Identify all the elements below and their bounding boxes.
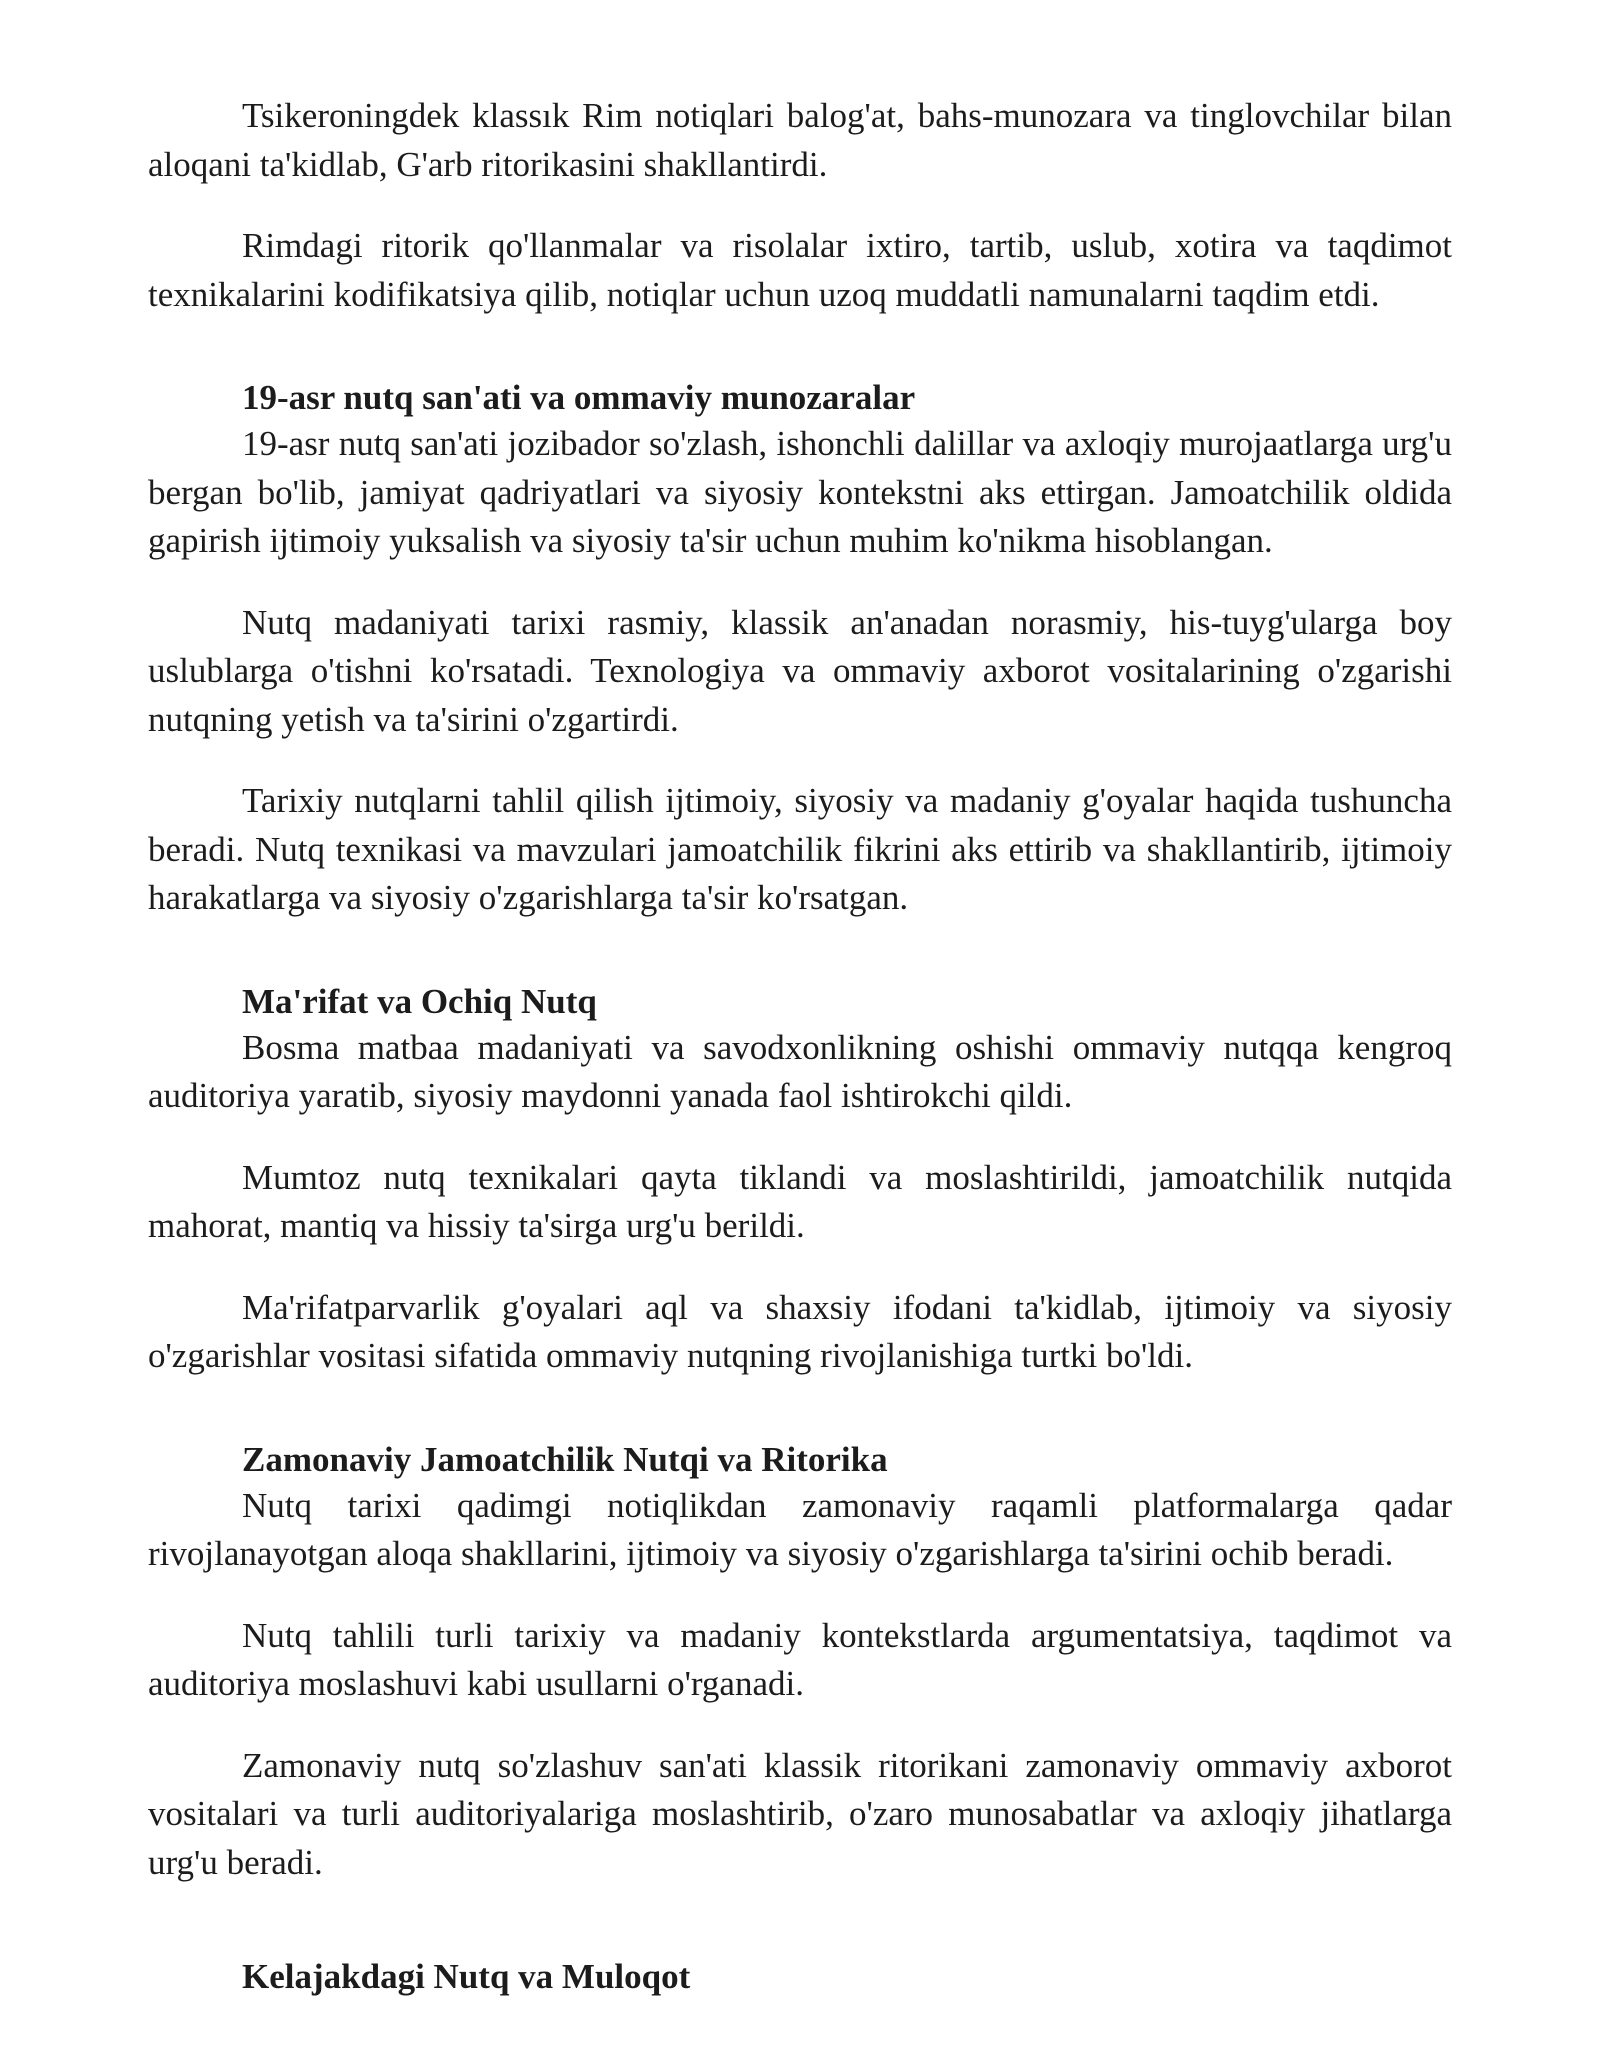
paragraph: Tarixiy nutqlarni tahlil qilish ijtimoiy, siyosiy va madaniy g'oyalar haqida tushuncha beradi. Nutq texnikasi va mavzulari jamoatchilik fikrini aks ettirib va shakllantirib, ijtimoiy harakatlarga va siyosiy o'zgarishlarga ta'sir ko'rsatgan. bbox=[148, 781, 1452, 917]
section-heading: 19-asr nutq san'ati va ommaviy munozaralar bbox=[242, 378, 916, 417]
paragraph: Zamonaviy nutq so'zlashuv san'ati klassik ritorikani zamonaviy ommaviy axborot vositalari va turli auditoriyalariga moslashtirib, o'zaro munosabatlar va axloqiy jihatlarga urg'u beradi. bbox=[148, 1745, 1452, 1882]
section-heading: Zamonaviy Jamoatchilik Nutqi va Ritorika bbox=[242, 1439, 888, 1479]
paragraph: Rimdagi ritorik qo'llanmalar va risolalar ixtiro, tartib, uslub, xotira va taqdimot texnikalarini kodifikatsiya qilib, notiqlar uchun uzoq muddatli namunalarni taqdim etdi. bbox=[148, 226, 1452, 314]
paragraph: Nutq tahlili turli tarixiy va madaniy kontekstlarda argumentatsiya, taqdimot va auditoriya moslashuvi kabi usullarni o'rganadi. bbox=[148, 1615, 1452, 1703]
paragraph: Tsikeroningdek klassık Rim notiqlari balog'at, bahs-munozara va tinglovchilar bilan aloqani ta'kidlab, G'arb ritorikasini shakllantirdi. bbox=[148, 96, 1452, 184]
paragraph: Ma'rifatparvarlik g'oyalari aql va shaxsiy ifodani ta'kidlab, ijtimoiy va siyosiy o'zgarishlar vositasi sifatida ommaviy nutqning rivojlanishiga turtki bo'ldi. bbox=[148, 1287, 1452, 1375]
section-heading: Kelajakdagi Nutq va Muloqot bbox=[242, 1957, 691, 1996]
paragraph: 19-asr nutq san'ati jozibador so'zlash, ishonchli dalillar va axloqiy murojaatlarga urg'u bergan bo'lib, jamiyat qadriyatlari va siyosiy kontekstni aks ettirgan. Jamoatchilik oldida gapirish ijtimoiy yuksalish va siyosiy ta'sir uchun muhim ko'nikma hisoblangan. bbox=[148, 424, 1452, 560]
paragraph: Mumtoz nutq texnikalari qayta tiklandi va moslashtirildi, jamoatchilik nutqida mahorat, mantiq va hissiy ta'sirga urg'u berildi. bbox=[148, 1157, 1452, 1245]
section-heading: Ma'rifat va Ochiq Nutq bbox=[242, 981, 597, 1021]
document-page bbox=[148, 92, 1452, 1999]
paragraph: Nutq tarixi qadimgi notiqlikdan zamonaviy raqamli platformalarga qadar rivojlanayotgan aloqa shakllarini, ijtimoiy va siyosiy o'zgarishlarga ta'sirini ochib beradi. bbox=[148, 1485, 1452, 1573]
paragraph: Bosma matbaa madaniyati va savodxonlikning oshishi ommaviy nutqqa kengroq auditoriya yaratib, siyosiy maydonni yanada faol ishtirokchi qildi. bbox=[148, 1027, 1452, 1115]
paragraph: Nutq madaniyati tarixi rasmiy, klassik an'anadan norasmiy, his-tuyg'ularga boy uslublarga o'tishni ko'rsatadi. Texnologiya va ommaviy axborot vositalarining o'zgarishi nutqning yetish va ta'sirini o'zgartirdi. bbox=[148, 602, 1452, 739]
